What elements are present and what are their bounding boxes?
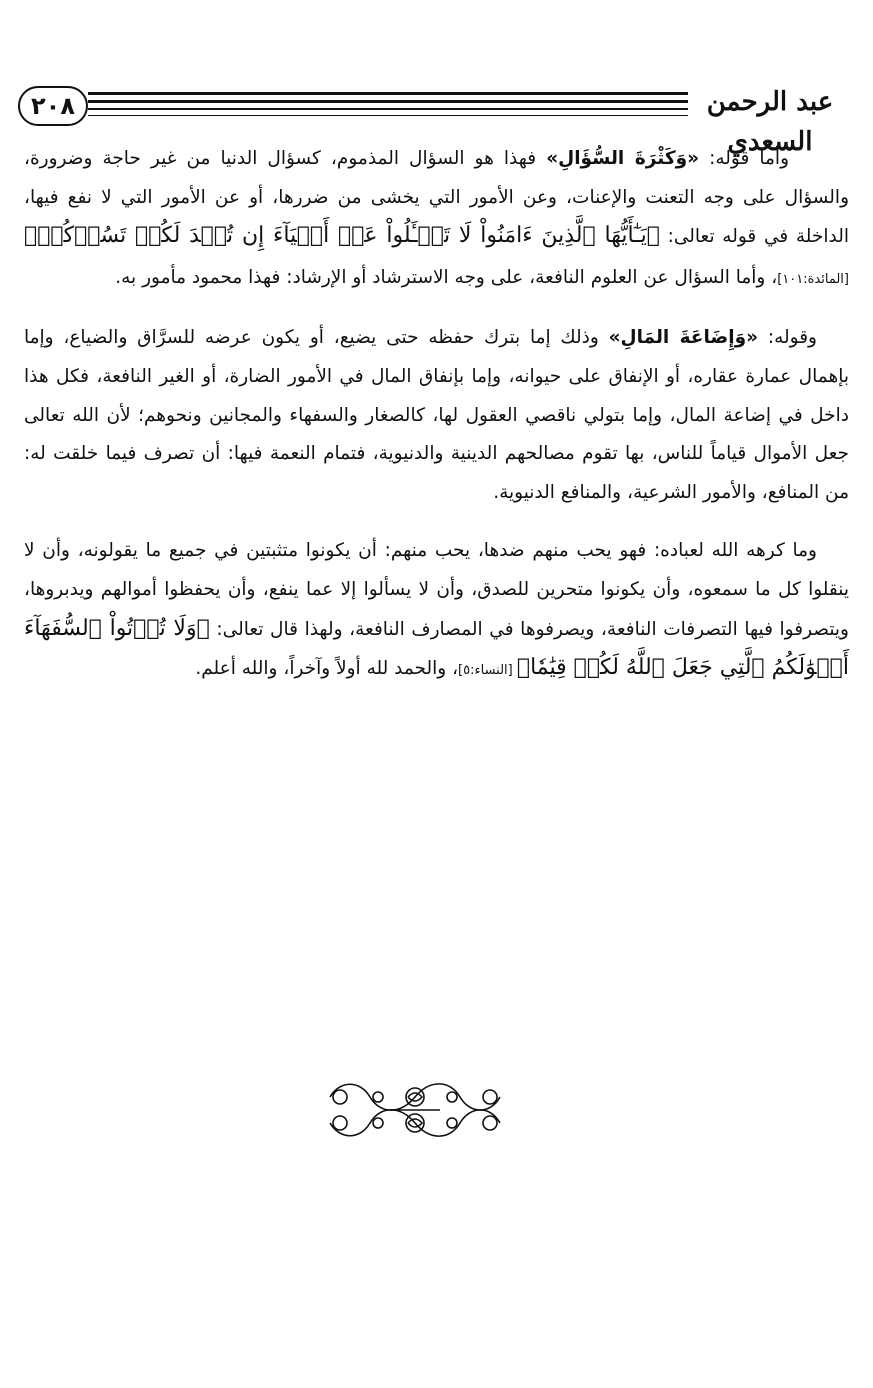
paragraph-text: وقوله: (758, 327, 817, 349)
paragraph (24, 532, 849, 690)
paragraph (24, 140, 849, 299)
quran-verse: ﴿يَـٰٓأَيُّهَا ٱلَّذِينَ ءَامَنُواْ لَا تَسۡـَٔلُواْ عَنۡ أَشۡيَآءَ إِن تُبۡدَ لَكُمۡ تَسُؤۡكُمۡ﴾ (24, 223, 660, 249)
header-rule (88, 92, 688, 95)
page-header (18, 82, 858, 157)
hadith-keyword: «وَكَثْرَةَ السُّؤَالِ» (546, 148, 700, 169)
paragraph-text: وما كرهه الله لعباده: فهو يحب منهم ضدها، يحب منهم: أن يكونوا متثبتين في جميع ما يقولونه، وأن لا ينقلوا كل ما سمعوه، وأن يكونوا متحرين للصدق، وأن لا يسألوا إلا عما ينفع، وأن يحفظوا أموالهم ويدبروها، ويتصرفوا فيها التصرفات النافعة، ويصرفوها في المصارف النافعة، ولهذا قال تعالى: (24, 540, 849, 640)
verse-reference: [النساء:٥] (458, 663, 517, 679)
header-rule (88, 108, 688, 110)
page-number: ٢٠٨ (18, 86, 88, 126)
paragraph-text: وذلك إما بترك حفظه حتى يضيع، أو يكون عرضه للسرَّاق والضياع، وإما بإهمال عمارة عقاره، أو الإنفاق على حيوانه، وإما بإنفاق المال في الأمور الضارة، أو الغير النافعة، فكل هذا داخل في إضاعة المال، وإما بتولي ناقصي العقول لها، كالصغار والسفهاء والمجانين ونحوهم؛ لأن الله تعالى جعل الأموال قياماً للناس، بها تقوم مصالحهم الدينية والدنيوية، فتمام النعمة فيها: أن تصرف فيما خلقت له: من المنافع، والأمور الشرعية، والمنافع الدنيوية. (24, 327, 849, 503)
verse-reference: [المائدة:١٠١] (777, 271, 849, 287)
header-rule (88, 115, 688, 116)
quran-verse: ﴿وَلَا تُؤۡتُواْ ٱلسُّفَهَآءَ أَمۡوَٰلَكُمُ ٱلَّتِي جَعَلَ ٱللَّهُ لَكُمۡ قِيَٰمٗا﴾ (24, 615, 849, 681)
decorative-ornament-divider (320, 1075, 510, 1145)
paragraph-text: ، والحمد لله أولاً وآخراً، والله أعلم. (195, 658, 459, 680)
hadith-keyword: «وَإِضَاعَةَ المَالِ» (608, 327, 759, 349)
paragraph (24, 319, 849, 512)
header-rule (88, 100, 688, 103)
paragraph-text: ، وأما السؤال عن العلوم النافعة، على وجه الاسترشاد أو الإرشاد: فهذا محمود مأمور به. (115, 266, 778, 288)
paragraph-text: فهذا هو السؤال المذموم، كسؤال الدنيا من غير حاجة وضرورة، والسؤال على وجه التعنت والإعنات، وعن الأمور التي يخشى من ضررها، أو عن الأمور التي لا نفع فيها، الداخلة في قوله تعالى: (24, 148, 849, 248)
paragraph-text: وأما قوله: (699, 148, 790, 169)
author-calligraphy: عبد الرحمن السعدي (706, 87, 834, 157)
page-body (24, 140, 849, 691)
